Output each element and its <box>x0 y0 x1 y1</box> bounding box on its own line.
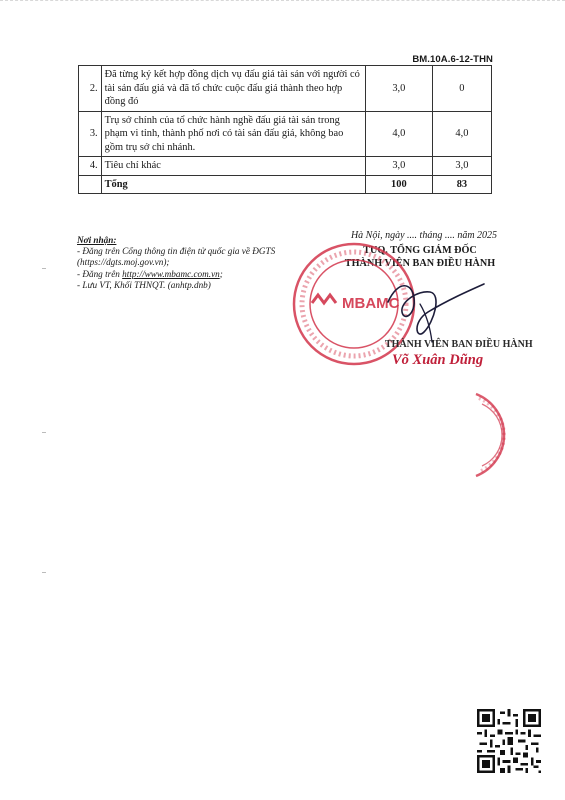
website-link[interactable]: http://www.mbamc.com.vn <box>122 268 220 279</box>
criterion-text: Tiêu chí khác <box>101 157 365 176</box>
recipient-line: - Lưu VT, Khối THNQT. (anhtp.dnb) <box>77 279 211 290</box>
recipient-suffix: ; <box>219 268 223 279</box>
margin-mark <box>42 268 46 269</box>
margin-mark <box>42 432 46 433</box>
signer-title: THÀNH VIÊN BAN ĐIỀU HÀNH <box>344 258 496 269</box>
criterion-text: Trụ sở chính của tổ chức hành nghề đấu giá tài sản trong phạm vi tỉnh, thành phố nơi có tài sản đấu giá, không bao gồm trụ sở chi nhánh. <box>101 111 365 157</box>
recipient-prefix: - Đăng trên <box>77 268 123 279</box>
total-max: 100 <box>365 175 432 194</box>
criterion-text: Đã từng ký kết hợp đồng dịch vụ đấu giá tài sản với người có tài sản đấu giá và đã tổ chức cuộc đấu giá thành theo hợp đồng đó <box>101 66 365 112</box>
signer-authority: TUQ. TỔNG GIÁM ĐỐC <box>363 245 477 256</box>
table-row <box>79 157 492 176</box>
row-number <box>79 175 102 194</box>
recipient-line: - Đăng trên Cổng thông tin điện tử quốc gia về ĐGTS (https://dgts.moj.gov.vn); <box>77 246 276 268</box>
row-number: 3. <box>79 111 102 157</box>
recipients-block <box>77 235 277 291</box>
awarded-score: 4,0 <box>432 111 491 157</box>
form-code: BM.10A.6-12-THN <box>412 54 493 65</box>
awarded-score: 3,0 <box>432 157 491 176</box>
criteria-table <box>78 65 492 194</box>
table-row <box>79 111 492 157</box>
table-row <box>79 66 492 112</box>
date-line: Hà Nội, ngày .... tháng .... năm 2025 <box>350 230 498 241</box>
max-score: 3,0 <box>365 157 432 176</box>
signer-position: THÀNH VIÊN BAN ĐIỀU HÀNH <box>385 339 533 350</box>
max-score: 3,0 <box>365 66 432 112</box>
scan-edge <box>0 0 565 5</box>
total-score: 83 <box>432 175 491 194</box>
row-number: 4. <box>79 157 102 176</box>
max-score: 4,0 <box>365 111 432 157</box>
awarded-score: 0 <box>432 66 491 112</box>
total-label: Tổng <box>101 175 365 194</box>
handwritten-signature-icon <box>368 262 488 347</box>
partial-seal-icon <box>470 390 510 480</box>
total-row <box>79 175 492 194</box>
margin-mark <box>42 572 46 573</box>
recipient-line <box>77 269 277 280</box>
seal-brand: MBAMC <box>342 295 400 312</box>
qr-code-icon[interactable] <box>477 709 541 773</box>
signer-name: Võ Xuân Dũng <box>392 352 484 368</box>
row-number: 2. <box>79 66 102 112</box>
recipients-title: Nơi nhận: <box>77 235 117 245</box>
